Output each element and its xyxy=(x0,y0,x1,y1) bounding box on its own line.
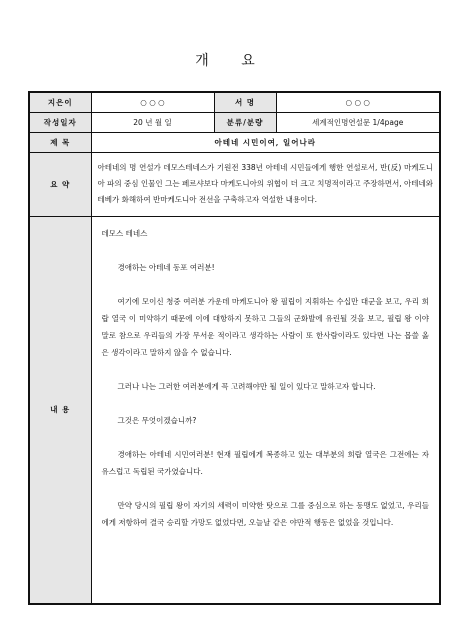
summary-row xyxy=(29,152,440,216)
signature-label: 서 명 xyxy=(214,92,276,112)
content-paragraph: 여기에 모이신 청중 여러분 가운데 마케도니아 왕 필립이 지휘하는 수십만 대군을 보고, 우리 희랍 열국 이 미약하기 때문에 이에 대항하지 못하고 그들의 군화발에 유린될 것을 보고, 필립 왕 이야말로 참으로 우리들의 가장 무서운 적이라고 생각하는 사람이 또 한사람이라도 있다면 나는 몹쓸 옳은 생각이라고 말하지 않을 수 없습니다. xyxy=(101,296,429,357)
content-body[interactable] xyxy=(91,216,440,604)
content-paragraph: 데모스 테네스 xyxy=(101,228,148,238)
subject-value[interactable]: 아테네 시민이여, 일어나라 xyxy=(91,132,440,152)
summary-text[interactable]: 아테네의 명 연설가 데모스테네스가 기원전 338년 아테네 시민들에게 행한 연설로서, 반(反) 마케도니아 파의 중심 인물인 그는 페르샤보다 마케도니아의 위협이 더 크고 치명적이라고 주장하면서, 아테네와 테베가 화해하여 반마케도니아 전선을 구축하고자 역설한 내용이다. xyxy=(91,152,440,216)
date-row xyxy=(29,112,440,132)
content-paragraph: 그것은 무엇이겠습니까? xyxy=(117,415,197,425)
author-label: 지은이 xyxy=(29,92,91,112)
summary-label: 요 약 xyxy=(29,152,91,216)
page-title: 개 요 xyxy=(195,53,269,69)
subject-row xyxy=(29,132,440,152)
content-paragraph: 그러나 나는 그러한 여러분에게 꼭 고려해야만 될 일이 있다고 말하고자 합니다. xyxy=(117,381,376,391)
date-value[interactable]: 20 년 월 일 xyxy=(91,112,214,132)
category-value[interactable]: 세계적인명연설문 1/4page xyxy=(276,112,440,132)
document-form-table xyxy=(28,91,441,605)
category-label: 분류/분량 xyxy=(214,112,276,132)
content-paragraph: 경애하는 아테네 시민여러분! 현재 필립에게 복종하고 있는 대부분의 희랍 열국은 그전에는 자유스럽고 독립된 국가였습니다. xyxy=(101,449,429,476)
subject-label: 제 목 xyxy=(29,132,91,152)
author-row xyxy=(29,92,440,112)
content-paragraph: 만약 당시의 필립 왕이 자기의 세력이 미약한 탓으로 그를 중심으로 하는 동맹도 없었고, 우리들에게 저항하여 결국 승리할 가망도 없었다면, 오늘날 같은 야만적 행동은 없었을 것입니다. xyxy=(101,500,429,527)
content-row xyxy=(29,216,440,604)
signature-value[interactable]: ○ ○ ○ xyxy=(276,92,440,112)
content-label: 내 용 xyxy=(29,216,91,604)
date-label: 작성일자 xyxy=(29,112,91,132)
content-paragraph: 경애하는 아테네 동포 여러분! xyxy=(117,262,215,272)
author-value[interactable]: ○ ○ ○ xyxy=(91,92,214,112)
